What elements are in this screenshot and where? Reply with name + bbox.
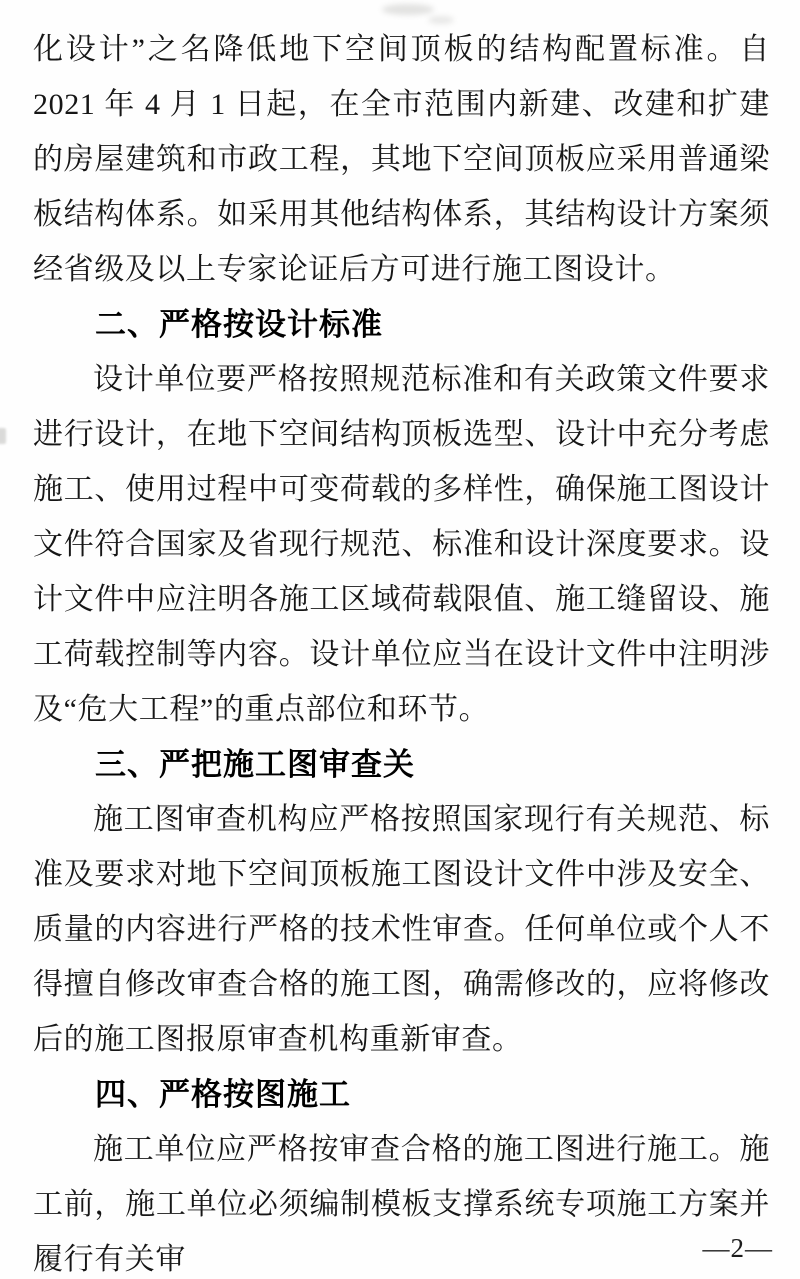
section-heading-2: 二、严格按设计标准 [95, 307, 383, 342]
scan-artifact [382, 4, 434, 15]
scan-artifact [428, 16, 454, 24]
section-heading-4: 四、严格按图施工 [95, 1077, 351, 1112]
page-number: —2— [702, 1233, 773, 1263]
section-heading-3: 三、严把施工图审查关 [95, 747, 415, 782]
body-paragraph: 施工单位应严格按审查合格的施工图进行施工。施工前，施工单位必须编制模板支撑系统专项施工方案并履行有关审 [33, 1133, 770, 1276]
scan-artifact [0, 428, 6, 444]
body-paragraph: 设计单位要严格按照规范标准和有关政策文件要求进行设计，在地下空间结构顶板选型、设计中充分考虑施工、使用过程中可变荷载的多样性，确保施工图设计文件符合国家及省现行规范、标准和设计深度要求。设计文件中应注明各施工区域荷载限值、施工缝留设、施工荷载控制等内容。设计单位应当在设计文件中注明涉及“危大工程”的重点部位和环节。 [33, 363, 770, 726]
body-paragraph: 施工图审查机构应严格按照国家现行有关规范、标准及要求对地下空间顶板施工图设计文件中涉及安全、质量的内容进行严格的技术性审查。任何单位或个人不得擅自修改审查合格的施工图，确需修改的，应将修改后的施工图报原审查机构重新审查。 [33, 803, 770, 1056]
body-paragraph-continuation: 化设计”之名降低地下空间顶板的结构配置标准。自 2021 年 4 月 1 日起，在全市范围内新建、改建和扩建的房屋建筑和市政工程，其地下空间顶板应采用普通梁板结构体系。如采用其他结构体系，其结构设计方案须经省级及以上专家论证后方可进行施工图设计。 [33, 33, 770, 286]
